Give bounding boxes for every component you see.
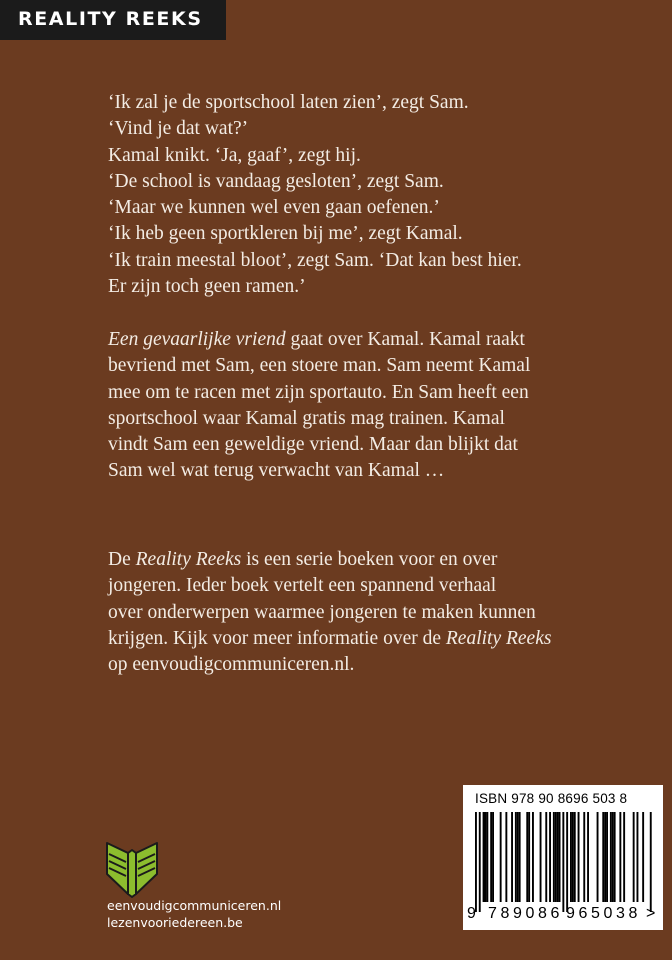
series-name: Reality Reeks: [445, 627, 552, 649]
barcode-bar: [602, 812, 604, 902]
barcode-bar: [566, 812, 568, 912]
series-name: Reality Reeks: [135, 549, 242, 570]
series-line: [108, 547, 628, 573]
barcode-bar: [483, 812, 485, 902]
quote-line: ‘De school is vandaag gesloten’, zegt Sam.: [108, 170, 444, 192]
book-title: Een gevaarlijke vriend: [108, 329, 286, 350]
barcode-bar: [540, 812, 542, 902]
barcode-bar: [562, 812, 564, 912]
book-summary: [108, 327, 628, 485]
barcode-bar: [559, 812, 561, 902]
barcode-bar: [597, 812, 599, 902]
barcode-bar: [614, 812, 616, 902]
barcode-bar: [485, 812, 487, 902]
summary-line: sportschool waar Kamal gratis mag trainen. Kamal: [108, 407, 505, 429]
series-label: REALITY REEKS: [18, 8, 203, 30]
publisher-url-2: lezenvooriedereen.be: [107, 915, 243, 930]
barcode-bar: [526, 812, 528, 902]
quote-line: ‘Ik heb geen sportkleren bij me’, zegt Kamal.: [108, 223, 463, 245]
series-description: [108, 547, 628, 678]
series-text: krijgen. Kijk voor meer informatie over de: [108, 627, 446, 649]
barcode-bar: [555, 812, 557, 902]
summary-line: bevriend met Sam, een stoere man. Sam neemt Kamal: [108, 355, 531, 377]
barcode-bar: [572, 812, 574, 902]
quote-line: ‘Ik zal je de sportschool laten zien’, zegt Sam.: [108, 92, 469, 113]
series-text: is een serie boeken voor en over: [241, 549, 498, 570]
summary-line: mee om te racen met zijn sportauto. En Sam heeft een: [108, 381, 529, 403]
barcode-bars: [473, 812, 653, 914]
barcode-bar: [633, 812, 635, 902]
isbn-label: ISBN 978 90 8696 503 8: [475, 791, 628, 806]
barcode-bar: [505, 812, 507, 902]
barcode-bar: [570, 812, 572, 902]
barcode-bar: [642, 812, 644, 902]
barcode-bar: [604, 812, 606, 902]
publisher-logo-icon: [104, 840, 160, 898]
series-line: op eenvoudigcommuniceren.nl.: [108, 654, 355, 676]
series-line: over onderwerpen waarmee jongeren te maken kunnen: [108, 601, 536, 623]
barcode-bar: [545, 812, 547, 902]
summary-line: vindt Sam een geweldige vriend. Maar dan blijkt dat: [108, 434, 518, 456]
barcode-right-digits: 965038: [566, 905, 641, 922]
barcode-first-digit: 9: [467, 905, 476, 922]
summary-text: gaat over Kamal. Kamal raakt: [285, 329, 525, 350]
series-tab: [0, 0, 226, 40]
barcode-bar: [519, 812, 521, 902]
barcode-bar: [517, 812, 519, 902]
barcode-bar: [515, 812, 517, 902]
quote-line: Er zijn toch geen ramen.’: [108, 276, 306, 298]
summary-line: [108, 327, 628, 353]
barcode-bar: [583, 812, 585, 902]
quote-line: ‘Vind je dat wat?’: [108, 118, 249, 140]
barcode-bar: [479, 812, 481, 912]
barcode-bar: [587, 812, 589, 902]
barcode-bar: [492, 812, 494, 902]
barcode-bar: [574, 812, 576, 902]
barcode-bar: [528, 812, 530, 902]
summary-line: Sam wel wat terug verwacht van Kamal …: [108, 460, 445, 482]
barcode-bar: [511, 812, 513, 902]
barcode-bar: [623, 812, 625, 902]
barcode-bar: [557, 812, 559, 902]
series-text: De: [108, 549, 136, 570]
publisher-urls: [107, 897, 281, 931]
barcode-bar: [619, 812, 621, 902]
barcode-bar: [500, 812, 502, 902]
barcode-left-digits: 789086: [488, 905, 563, 922]
barcode-bar: [650, 812, 652, 912]
barcode-digits: [463, 905, 663, 927]
barcode: [463, 785, 663, 930]
publisher-url-1: eenvoudigcommuniceren.nl: [107, 898, 282, 913]
barcode-bar: [637, 812, 639, 902]
excerpt-quote: [108, 90, 628, 300]
barcode-bar: [486, 812, 488, 902]
barcode-bar: [475, 812, 477, 912]
quote-line: Kamal knikt. ‘Ja, gaaf’, zegt hij.: [108, 144, 361, 166]
series-line: jongeren. Ieder boek vertelt een spannend verhaal: [108, 575, 497, 597]
barcode-bar: [490, 812, 492, 902]
barcode-bar: [610, 812, 612, 902]
quote-line: ‘Maar we kunnen wel even gaan oefenen.’: [108, 197, 440, 219]
barcode-bar: [549, 812, 551, 902]
barcode-bar: [606, 812, 608, 902]
barcode-bar: [532, 812, 534, 902]
series-line: [108, 626, 628, 652]
barcode-bar: [612, 812, 614, 902]
barcode-bar: [578, 812, 580, 902]
barcode-end-mark: >: [646, 905, 656, 922]
barcode-bar: [553, 812, 555, 902]
quote-line: ‘Ik train meestal bloot’, zegt Sam. ‘Dat kan best hier.: [108, 249, 522, 271]
